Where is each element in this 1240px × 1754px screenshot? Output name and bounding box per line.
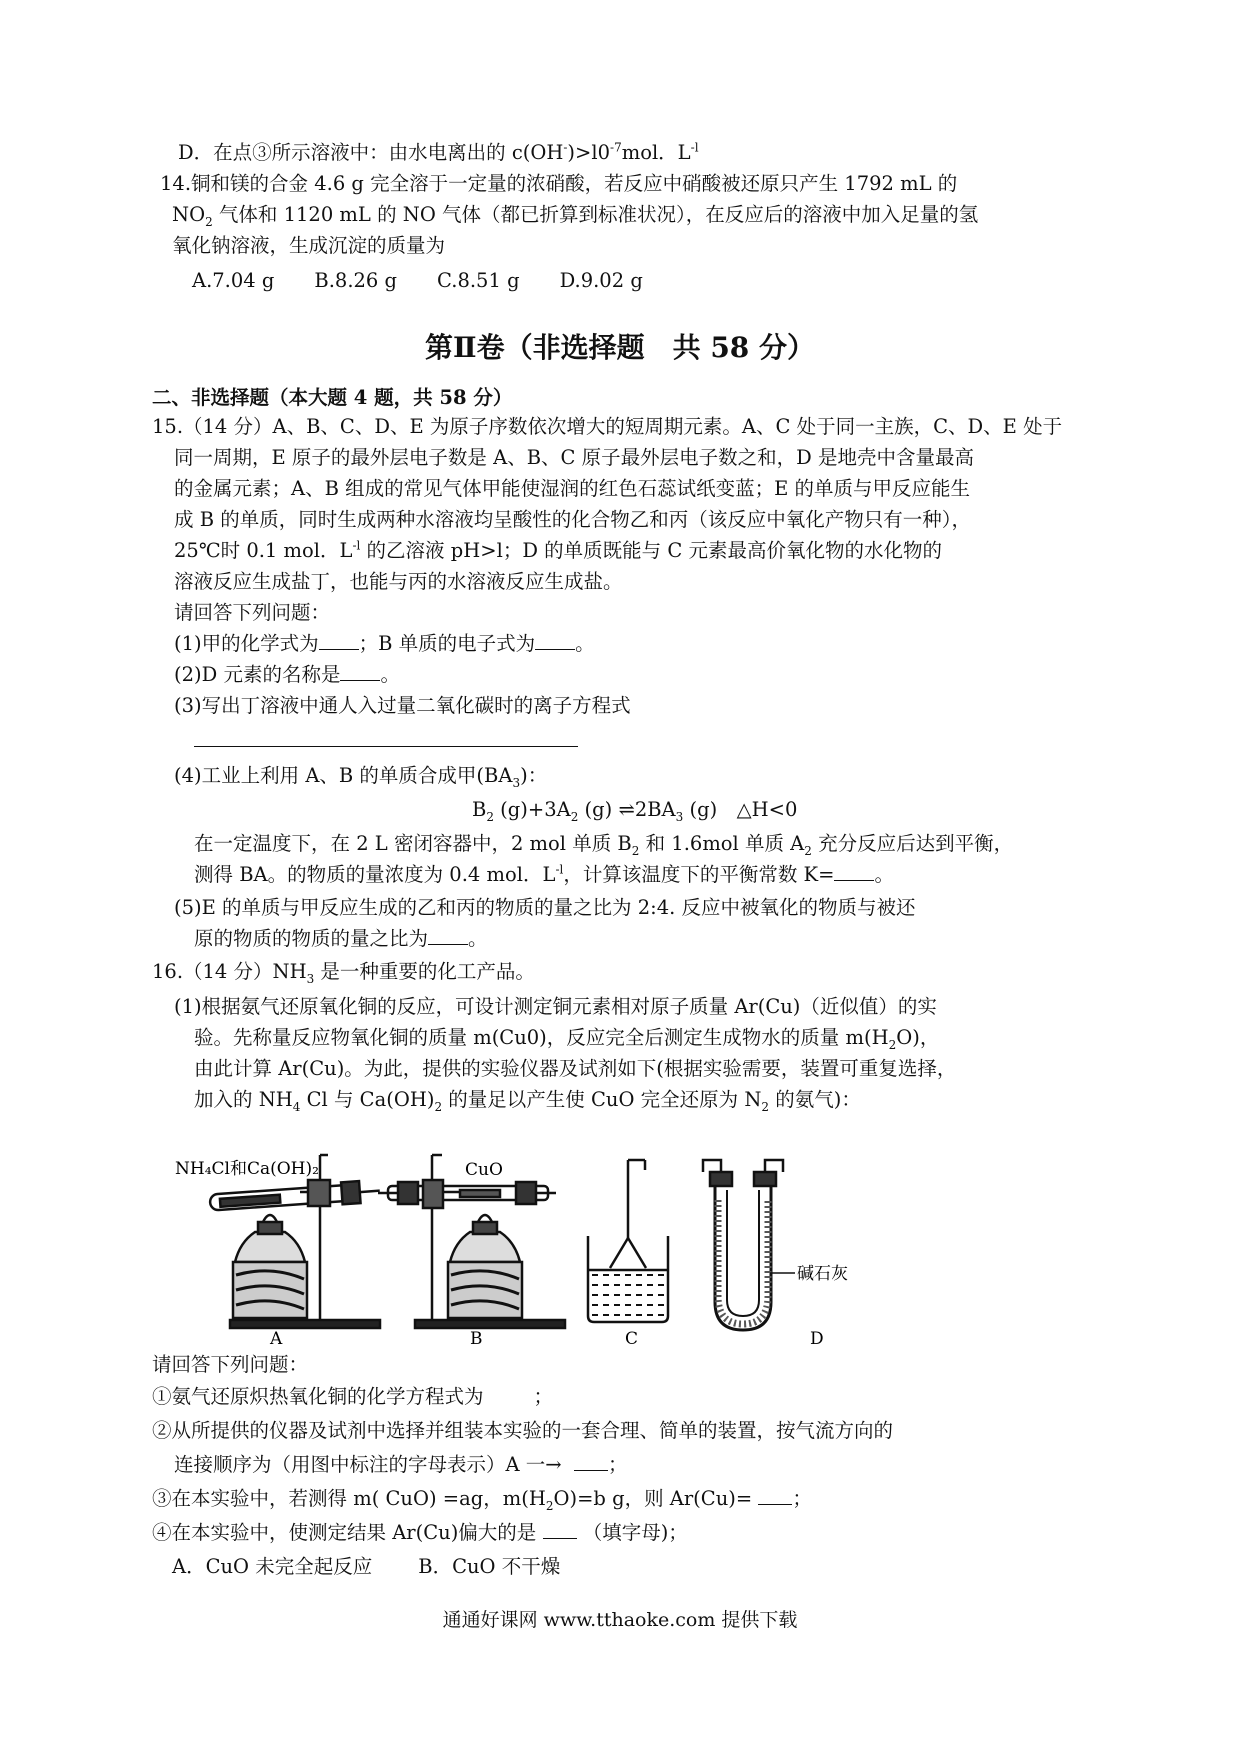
q15-part3: (3)写出丁溶液中通人入过量二氧化碳时的离子方程式: [174, 694, 631, 717]
q16-line2: (1)根据氨气还原氧化铜的反应，可设计测定铜元素相对原子质量 Ar(Cu)（近似值）的实: [174, 995, 937, 1018]
q15-equation: $B_2$ $(g)+3A_2$ (g) $\rightleftharpoons 2BA_3$ (g) △H<0: [472, 798, 798, 824]
q15-part4-line3: 测得 BA。的物质的量浓度为 0.4 mol．$L^{-l}$，计算该温度下的平衡常数 K= 。: [194, 862, 894, 886]
q15-part5-line1: (5)E 的单质与甲反应生成的乙和丙的物质的量之比为 2:4. 反应中被氧化的物质与被还: [174, 896, 916, 919]
q15-line4: 成 B 的单质，同时生成两种水溶液均呈酸性的化合物乙和丙（该反应中氧化产物只有一种），: [174, 508, 971, 531]
q16-line5: 加入的 $NH_4$ Cl 与 $Ca(OH)_2$ 的量足以产生使 CuO 完全还原为 $N_2$ 的氨气)：: [194, 1088, 861, 1114]
q16-prompt: 请回答下列问题：: [152, 1353, 309, 1376]
answer-blank[interactable]: [340, 662, 380, 681]
part2-heading: 二、非选择题（本大题 4 题，共 58 分）: [152, 386, 513, 409]
apparatus-c: [588, 1160, 668, 1322]
footer: 通通好课网 www.tthaoke.com 提供下载: [442, 1609, 798, 1631]
answer-blank[interactable]: [758, 1486, 792, 1505]
q15-part3-answer-line[interactable]: [194, 728, 578, 754]
q16-option-b: B．CuO 不干燥: [418, 1555, 561, 1578]
q15-line1: 15.（14 分）A、B、C、D、E 为原子序数依次增大的短周期元素。A、C 处于同一主族，C、D、E 处于: [152, 415, 1063, 438]
label-a-reagent: NH₄Cl和Ca(OH)₂: [175, 1159, 319, 1179]
q16-option-a: A．CuO 未完全起反应: [172, 1555, 373, 1578]
answer-blank[interactable]: [319, 631, 359, 650]
q16-sub1: ①氨气还原炽热氧化铜的化学方程式为 ；: [152, 1385, 554, 1408]
q15-line3: 的金属元素；A、B 组成的常见气体甲能使湿润的红色石蕊试纸变蓝；E 的单质与甲反应能生: [174, 477, 971, 500]
label-b-reagent: CuO: [465, 1160, 503, 1180]
q16-sub3: ③在本实验中，若测得 m( CuO) =ag，$m(H_2O)=b$ g，则 Ar(Cu)= ；: [152, 1487, 812, 1513]
answer-blank[interactable]: [428, 926, 468, 945]
q16-sub2-line1: ②从所提供的仪器及试剂中选择并组装本实验的一套合理、简单的装置，按气流方向的: [152, 1419, 894, 1442]
q14-line3: 氧化钠溶液，生成沉淀的质量为: [172, 234, 446, 257]
q16-sub4-options: [172, 1554, 560, 1580]
label-a: A: [270, 1329, 283, 1345]
label-d: D: [810, 1329, 824, 1345]
apparatus-d: [703, 1160, 795, 1330]
q14-option-c: C.8.51 g: [437, 269, 520, 292]
q15-part5-line2: 原的物质的物质的量之比为 。: [194, 927, 488, 950]
apparatus-figure: [170, 1140, 950, 1345]
answer-blank[interactable]: [834, 862, 874, 881]
q14-option-b: B.8.26 g: [314, 269, 398, 292]
answer-blank[interactable]: [535, 631, 575, 650]
q14-options: [192, 268, 683, 294]
q16-sub4: ④在本实验中，使测定结果 Ar(Cu)偏大的是 （填字母)；: [152, 1521, 688, 1544]
section-title: 第Ⅱ卷（非选择题 共 58 分）: [424, 331, 816, 364]
q16-line4: 由此计算 Ar(Cu)。为此，提供的实验仪器及试剂如下(根据实验需要，装置可重复选择，: [194, 1057, 957, 1080]
q15-part2: (2)D 元素的名称是 。: [174, 663, 400, 686]
q15-part1: (1)甲的化学式为 ；B 单质的电子式为 。: [174, 632, 595, 655]
q14-line1: 14.铜和镁的合金 4.6 g 完全溶于一定量的浓硝酸，若反应中硝酸被还原只产生 1792 mL 的: [160, 172, 958, 195]
q15-line5: 25℃时 0.1 mol．$L^{-l}$ 的乙溶液 pH>l；D 的单质既能与 C 元素最高价氧化物的水化物的: [174, 538, 942, 562]
apparatus-a: [209, 1155, 380, 1328]
q16-line1: 16.（14 分）$NH_3$ 是一种重要的化工产品。: [152, 960, 535, 986]
q14-line2: $NO_2$ 气体和 1120 mL 的 NO 气体（都已折算到标准状况），在反应后的溶液中加入足量的氢: [172, 203, 979, 229]
equilibrium-arrow-icon: ⇌: [618, 798, 635, 821]
q15-part4-line2: 在一定温度下，在 2 L 密闭容器中，2 mol 单质 $B_2$ 和 1.6mol 单质 $A_2$ 充分反应后达到平衡，: [194, 832, 1014, 858]
label-b: B: [470, 1329, 483, 1345]
q15-prompt: 请回答下列问题：: [174, 601, 331, 624]
q14-option-a: A.7.04 g: [192, 269, 275, 292]
answer-blank[interactable]: [543, 1520, 577, 1539]
q16-sub2-line2: 连接顺序为（用图中标注的字母表示）A 一→ ；: [174, 1453, 628, 1476]
q15-line2: 同一周期，E 原子的最外层电子数是 A、B、C 原子最外层电子数之和，D 是地壳中含量最高: [174, 446, 974, 469]
q15-part4: (4)工业上利用 A、B 的单质合成甲$(BA_3)$：: [174, 764, 548, 790]
q14-option-d: D.9.02 g: [559, 269, 643, 292]
q15-line6: 溶液反应生成盐丁，也能与丙的水溶液反应生成盐。: [174, 570, 623, 593]
answer-blank[interactable]: [574, 1452, 608, 1471]
label-c: C: [625, 1329, 639, 1345]
q13-option-d: D．在点③所示溶液中：由水电离出的 $c(OH^-)>l0^{-7}mol$．$L^{-l}$: [178, 140, 699, 164]
apparatus-b: [378, 1155, 565, 1328]
q16-line3: 验。先称量反应物氧化铜的质量 m(Cu0)，反应完全后测定生成物水的质量 $m(H_2O)$，: [194, 1026, 940, 1052]
label-d-reagent: 碱石灰: [797, 1264, 848, 1284]
